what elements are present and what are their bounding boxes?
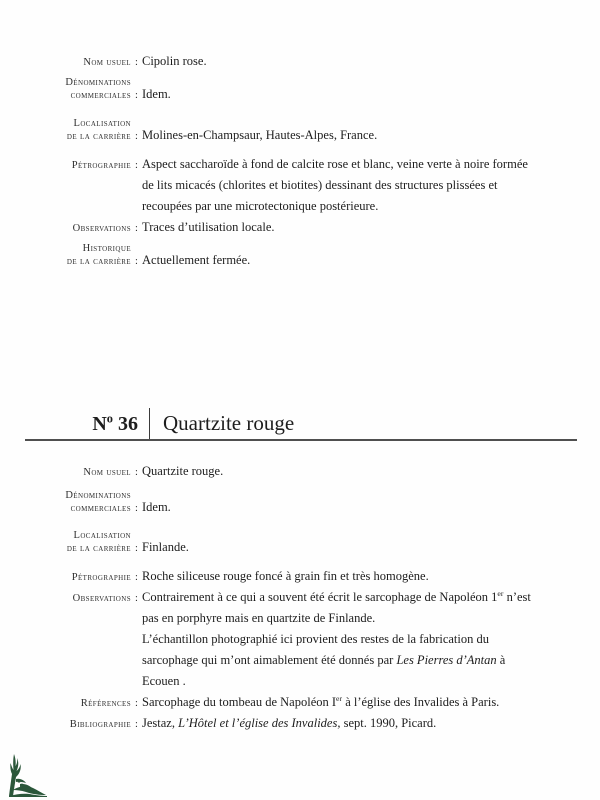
field-colon: : xyxy=(135,593,138,604)
entry-cipolin-rose xyxy=(0,51,575,271)
entry-heading xyxy=(25,406,577,441)
field-colon: : xyxy=(135,698,138,709)
field-label: Références xyxy=(80,698,131,709)
field-label: Dénominations commerciales xyxy=(65,490,131,514)
entry-title: Quartzite rouge xyxy=(163,411,295,435)
field-value: Quartzite rouge. xyxy=(142,464,224,478)
field-row-denominations xyxy=(0,489,575,518)
field-label: Localisation de la carrière xyxy=(66,118,131,142)
field-colon: : xyxy=(135,57,138,68)
field-value: Traces d’utilisation locale. xyxy=(142,220,275,234)
field-value: Finlande. xyxy=(142,540,189,554)
field-value: Roche siliceuse rouge foncé à grain fin et très homogène. xyxy=(142,569,429,583)
field-label: Pétrographie xyxy=(71,160,131,171)
field-label: Historique de la carrière xyxy=(66,243,131,267)
field-row-localisation xyxy=(0,117,575,146)
field-row-denominations xyxy=(0,76,575,105)
field-value: Aspect saccharoïde à fond de calcite rose et blanc, veine verte à noire formée de lits micacés (chlorites et biotites) dessinant des structures plissées et recoupées par une microtectonique postérieure. xyxy=(142,157,528,213)
entry-number: $N^o$ 36 xyxy=(92,411,138,435)
field-value: Actuellement fermée. xyxy=(142,253,251,267)
field-label: Observations xyxy=(72,223,131,234)
field-label: Bibliographie xyxy=(69,719,131,730)
field-value: Molines-en-Champsaur, Hautes-Alpes, France. xyxy=(142,128,378,142)
field-colon: : xyxy=(135,90,138,101)
field-value: Contrairement à ce qui a souvent été écrit le sarcophage de Napoléon 1er n’est pas en porphyre mais en quartzite de Finlande. L’échantillon photographié ici provient des restes de la fabrication du sarcophage qui m’ont aimablement été donnés par Les Pierres d’Antan à Ecouen . xyxy=(142,588,531,688)
field-colon: : xyxy=(135,543,138,554)
field-row-nom-usuel xyxy=(0,461,575,482)
field-colon: : xyxy=(135,467,138,478)
field-row-petrographie xyxy=(0,566,575,587)
field-colon: : xyxy=(135,572,138,583)
field-colon: : xyxy=(135,131,138,142)
field-colon: : xyxy=(135,160,138,171)
field-colon: : xyxy=(135,256,138,267)
field-value: Idem. xyxy=(142,500,171,514)
field-row-references xyxy=(0,692,575,713)
field-row-localisation xyxy=(0,529,575,558)
field-value: Cipolin rose. xyxy=(142,54,207,68)
field-row-nom-usuel xyxy=(0,51,575,72)
field-label: Pétrographie xyxy=(71,572,131,583)
field-label: Nom usuel xyxy=(83,467,131,478)
field-value: Idem. xyxy=(142,87,171,101)
field-row-bibliographie xyxy=(0,713,575,734)
field-row-petrographie xyxy=(0,154,575,217)
field-value: Sarcophage du tombeau de Napoléon Ier à l’église des Invalides à Paris. xyxy=(142,693,500,709)
field-label: Nom usuel xyxy=(83,57,131,68)
field-colon: : xyxy=(135,503,138,514)
field-label: Localisation de la carrière xyxy=(66,530,131,554)
field-label: Dénominations commerciales xyxy=(65,77,131,101)
field-colon: : xyxy=(135,719,138,730)
field-value: Jestaz, L’Hôtel et l’église des Invalides, sept. 1990, Picard. xyxy=(142,716,437,730)
field-label: Observations xyxy=(72,593,131,604)
entry-quartzite-rouge xyxy=(0,458,575,734)
field-row-observations xyxy=(0,587,575,692)
corner-foliage-ornament-icon xyxy=(7,754,47,797)
field-row-observations xyxy=(0,217,575,238)
field-row-historique xyxy=(0,242,575,271)
field-colon: : xyxy=(135,223,138,234)
